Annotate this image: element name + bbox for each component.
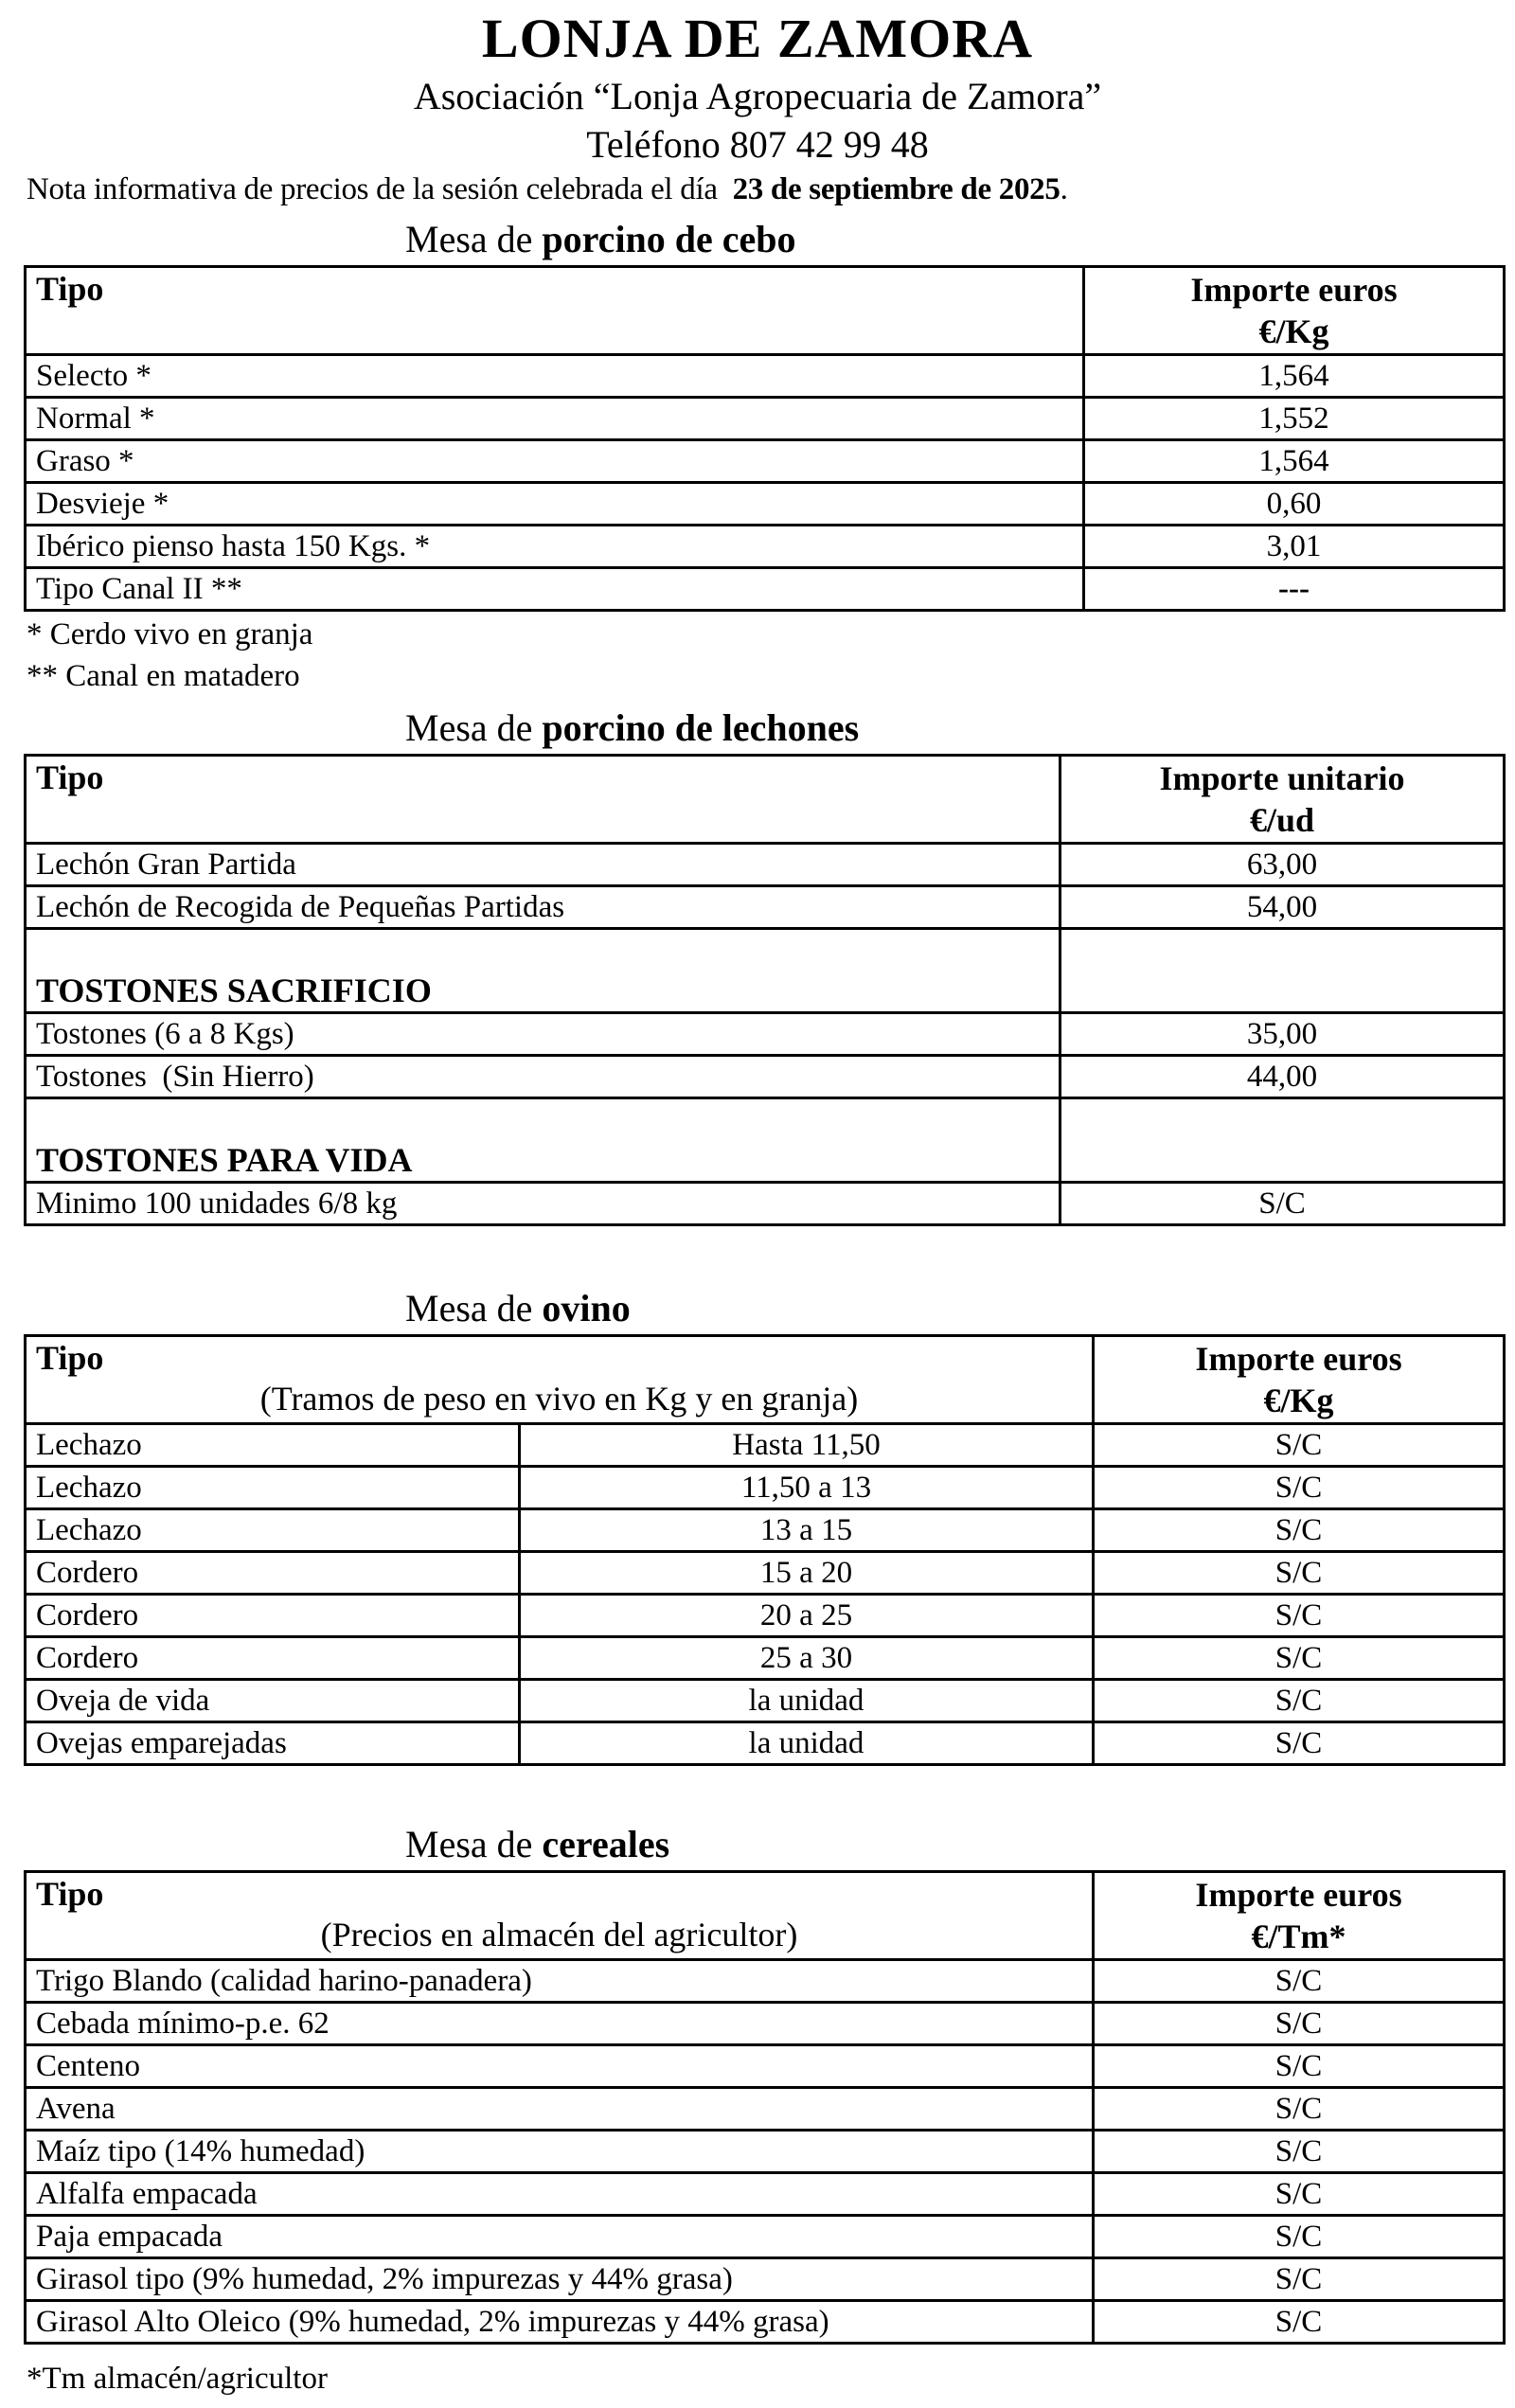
tipo-cell: Cordero [26,1595,520,1637]
tipo-cell: Desvieje * [26,483,1084,526]
importe-header-line1: Importe euros [1195,1876,1402,1914]
importe-cell: --- [1084,568,1505,611]
table-header-row [26,1336,1505,1424]
table-row [26,568,1505,611]
importe-cell: S/C [1094,1637,1505,1680]
table-row [26,2003,1505,2045]
importe-header-line2: €/Kg [1263,1382,1334,1419]
table-row [26,1595,1505,1637]
tipo-cell: Oveja de vida [26,1680,520,1722]
mesa-heading-name: porcino de cebo [542,218,796,260]
importe-cell: S/C [1094,2301,1505,2344]
importe-column-header [1094,1336,1505,1424]
mesa-heading-prefix: Mesa de [405,218,543,260]
table-row [26,1552,1505,1595]
table-porcino-lechones [24,754,1506,1226]
tipo-cell: Alfalfa empacada [26,2173,1094,2216]
importe-header-line2: €/ud [1249,801,1315,839]
table-ovino [24,1334,1506,1766]
importe-cell: S/C [1094,1722,1505,1765]
tipo-cell: Lechazo [26,1467,520,1509]
table-row [26,1424,1505,1467]
mesa-heading-ovino [405,1285,1515,1332]
table-row [26,1680,1505,1722]
tipo-cell: Paja empacada [26,2216,1094,2258]
table-row [26,2088,1505,2131]
table-row [26,2216,1505,2258]
tramo-cell: 20 a 25 [520,1595,1094,1637]
table-row [26,2045,1505,2088]
table-header-row [26,1872,1505,1960]
session-note-text: Nota informativa de precios de la sesión celebrada el día [27,172,733,206]
importe-cell: S/C [1094,1467,1505,1509]
tipo-cell: Minimo 100 unidades 6/8 kg [26,1183,1060,1225]
tramo-cell: la unidad [520,1680,1094,1722]
tipo-cell: Selecto * [26,355,1084,398]
importe-cell: 3,01 [1084,526,1505,568]
tipo-cell: Tipo Canal II ** [26,568,1084,611]
importe-cell: 54,00 [1060,886,1505,929]
importe-header-line1: Importe euros [1195,1340,1402,1378]
importe-cell: S/C [1094,2045,1505,2088]
tipo-cell: Tostones (Sin Hierro) [26,1056,1060,1098]
tipo-cell: Ibérico pienso hasta 150 Kgs. * [26,526,1084,568]
table-cereales [24,1870,1506,2345]
tipo-column-header: Tipo [26,267,1084,355]
table-row [26,1183,1505,1225]
importe-header-line2: €/Tm* [1251,1917,1346,1955]
importe-cell: S/C [1094,1552,1505,1595]
table-porcino-cebo [24,265,1506,612]
mesa-heading-porcino-cebo [405,216,1515,263]
section-row-tostones-para-vida [26,1098,1505,1183]
importe-cell [1060,1098,1505,1183]
tipo-cell: Cordero [26,1637,520,1680]
table-row [26,526,1505,568]
table-row [26,355,1505,398]
importe-cell: 44,00 [1060,1056,1505,1098]
importe-column-header [1084,267,1505,355]
importe-cell: S/C [1094,2003,1505,2045]
mesa-heading-prefix: Mesa de [405,706,543,749]
importe-cell: S/C [1094,2088,1505,2131]
tipo-cell: Lechón de Recogida de Pequeñas Partidas [26,886,1060,929]
section-row-tostones-sacrificio [26,929,1505,1013]
footnote-tm-almacen: *Tm almacén/agricultor [27,2362,328,2396]
mesa-heading-name: cereales [542,1823,670,1865]
table-header-row [26,267,1505,355]
importe-cell: 1,552 [1084,398,1505,440]
table-row [26,1722,1505,1765]
section-title-cell: TOSTONES SACRIFICIO [26,929,1060,1013]
table-row [26,886,1505,929]
importe-cell: 63,00 [1060,844,1505,886]
tipo-cell: Girasol tipo (9% humedad, 2% impurezas y 44% grasa) [26,2258,1094,2301]
importe-cell [1060,929,1505,1013]
tipo-cell: Lechazo [26,1424,520,1467]
footnote-canal-matadero: ** Canal en matadero [27,659,300,693]
importe-cell: S/C [1060,1183,1505,1225]
table-row [26,2131,1505,2173]
importe-cell: S/C [1094,2173,1505,2216]
importe-cell: S/C [1094,2131,1505,2173]
tipo-cell: Cebada mínimo-p.e. 62 [26,2003,1094,2045]
tramo-cell: la unidad [520,1722,1094,1765]
tipo-header-subtitle: (Precios en almacén del agricultor) [320,1916,798,1953]
tipo-header-label: Tipo [36,1875,104,1913]
footnote-cerdo-vivo: * Cerdo vivo en granja [27,617,313,651]
doc-title: LONJA DE ZAMORA [481,8,1034,69]
tipo-cell: Maíz tipo (14% humedad) [26,2131,1094,2173]
tipo-cell: Lechazo [26,1509,520,1552]
table-header-row [26,756,1505,844]
doc-subtitle: Asociación “Lonja Agropecuaria de Zamora” [413,75,1102,117]
importe-cell: S/C [1094,2258,1505,2301]
tipo-cell: Cordero [26,1552,520,1595]
importe-cell: S/C [1094,1960,1505,2003]
table-row [26,1467,1505,1509]
importe-column-header [1094,1872,1505,1960]
mesa-heading-prefix: Mesa de [405,1287,543,1329]
importe-cell: S/C [1094,2216,1505,2258]
tipo-cell: Lechón Gran Partida [26,844,1060,886]
tramo-cell: 13 a 15 [520,1509,1094,1552]
importe-cell: S/C [1094,1424,1505,1467]
table-row [26,2173,1505,2216]
importe-header-line1: Importe unitario [1159,759,1405,797]
tipo-cell: Trigo Blando (calidad harino-panadera) [26,1960,1094,2003]
tipo-cell: Normal * [26,398,1084,440]
tramo-cell: 25 a 30 [520,1637,1094,1680]
importe-cell: 0,60 [1084,483,1505,526]
importe-cell: 35,00 [1060,1013,1505,1056]
table-row [26,1637,1505,1680]
tipo-cell: Tostones (6 a 8 Kgs) [26,1013,1060,1056]
importe-cell: 1,564 [1084,355,1505,398]
importe-column-header [1060,756,1505,844]
mesa-heading-name: porcino de lechones [542,706,860,749]
mesa-heading-name: ovino [542,1287,631,1329]
tipo-cell: Girasol Alto Oleico (9% humedad, 2% impurezas y 44% grasa) [26,2301,1094,2344]
importe-cell: S/C [1094,1509,1505,1552]
importe-header-line1: Importe euros [1190,271,1398,309]
importe-header-line2: €/Kg [1258,312,1329,350]
table-row [26,398,1505,440]
doc-header [0,6,1515,169]
tramo-cell: 11,50 a 13 [520,1467,1094,1509]
tipo-header-subtitle: (Tramos de peso en vivo en Kg y en granja) [259,1380,859,1418]
page [0,6,1515,2399]
tipo-column-header [26,1872,1094,1960]
tipo-cell: Centeno [26,2045,1094,2088]
mesa-heading-porcino-lechones [405,705,1515,752]
table-row [26,1960,1505,2003]
session-date: 23 de septiembre de 2025 [732,172,1060,206]
tipo-column-header: Tipo [26,756,1060,844]
tipo-cell: Graso * [26,440,1084,483]
doc-phone: Teléfono 807 42 99 48 [586,123,929,166]
importe-cell: S/C [1094,1680,1505,1722]
session-note-period: . [1060,172,1068,206]
tipo-cell: Ovejas emparejadas [26,1722,520,1765]
table-row [26,1056,1505,1098]
session-note [27,169,1515,210]
table-row [26,483,1505,526]
tipo-column-header [26,1336,1094,1424]
table-row [26,1013,1505,1056]
mesa-heading-prefix: Mesa de [405,1823,543,1865]
tramo-cell: 15 a 20 [520,1552,1094,1595]
importe-cell: S/C [1094,1595,1505,1637]
section-title-cell: TOSTONES PARA VIDA [26,1098,1060,1183]
mesa-heading-cereales [405,1821,1515,1868]
tipo-header-label: Tipo [36,1339,104,1377]
table-row [26,844,1505,886]
table-row [26,440,1505,483]
tramo-cell: Hasta 11,50 [520,1424,1094,1467]
table-row [26,1509,1505,1552]
importe-cell: 1,564 [1084,440,1505,483]
table-row [26,2301,1505,2344]
table-row [26,2258,1505,2301]
tipo-cell: Avena [26,2088,1094,2131]
